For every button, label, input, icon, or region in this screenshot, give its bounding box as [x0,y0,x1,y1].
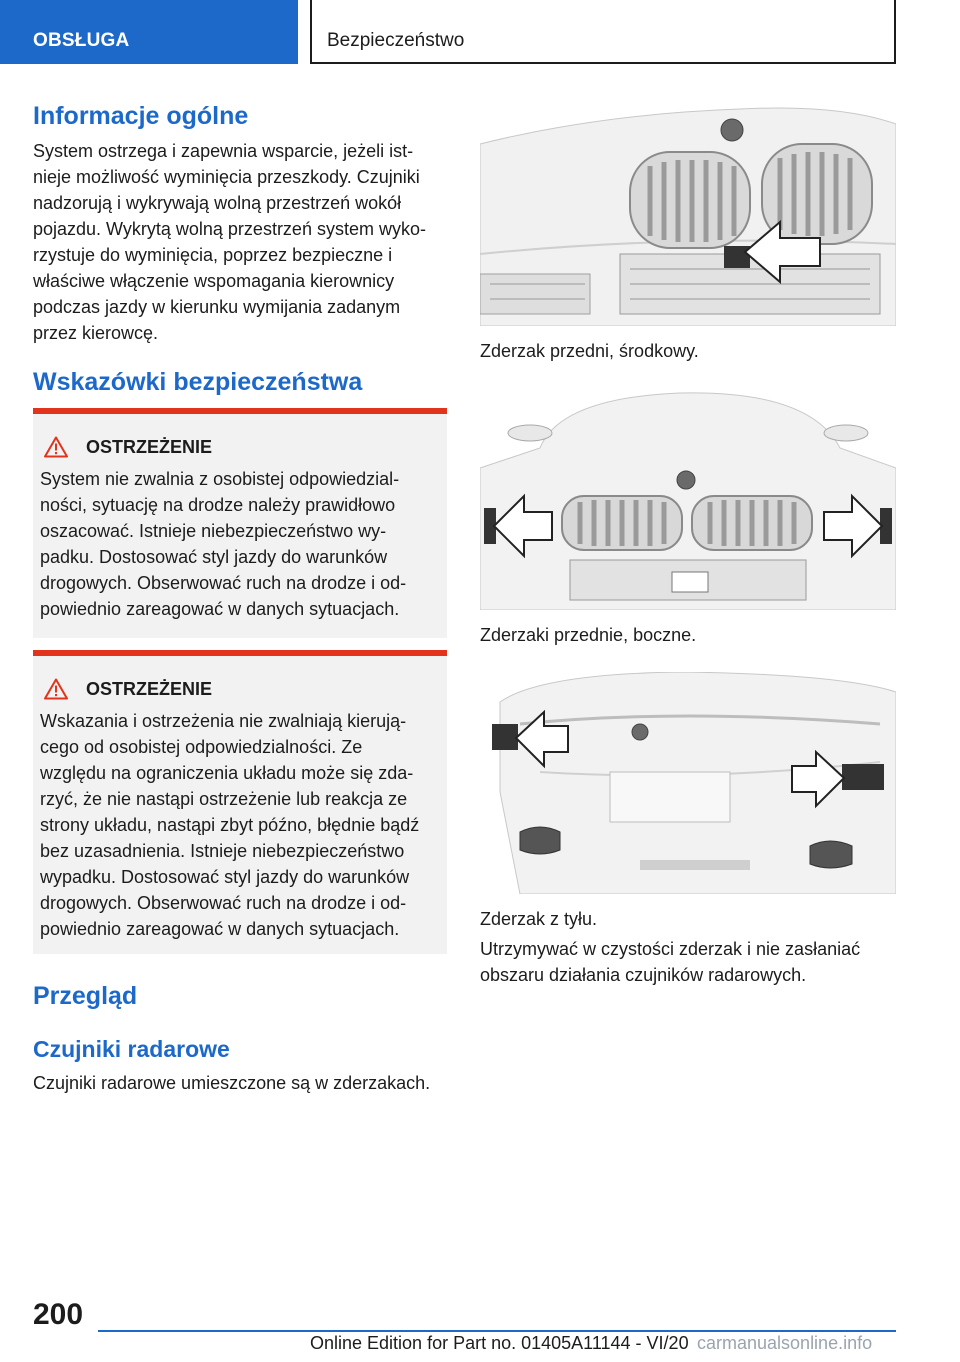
footer-divider [98,1330,896,1332]
warning-icon [44,678,68,700]
front-bumper-side-image [480,388,896,610]
figure-front-side [480,388,896,610]
text-line: bez uzasadnienia. Istnieje niebezpieczeństwo [40,841,405,861]
text-line: przez kierowcę. [33,323,159,343]
figure-front-center [480,104,896,326]
text-line: rzystuje do wyminięcia, poprzez bezpieczne i [33,245,393,265]
figure-rear [480,672,896,894]
rear-bumper-image [480,672,896,894]
page-number: 200 [33,1298,84,1331]
text-line: drogowych. Obserwować ruch na drodze i od- [40,893,407,913]
text-line: właściwe włączenie wspomagania kierownicy [33,271,395,291]
text-line: wypadku. Dostosować styl jazdy do warunków [40,867,410,887]
section-title: OBSŁUGA [33,30,130,51]
text-line: System ostrzega i zapewnia wsparcie, jeżeli ist- [33,141,414,161]
intro-section [33,100,447,346]
chapter-header [310,0,896,64]
radar-sensors-text: Czujniki radarowe umieszczone są w zderzakach. [33,1073,431,1093]
warning-icon [44,436,68,458]
section-tab [0,0,298,64]
text-line: względu na ograniczenia układu może się zda- [40,763,414,783]
text-line: rzyć, że nie nastąpi ostrzeżenie lub reakcja ze [40,789,408,809]
text-line: strony układu, nastąpi zbyt późno, błędnie bądź [40,815,420,835]
text-line: obszaru działania czujników radarowych. [480,965,807,985]
text-line: podczas jazdy w kierunku wymijania zadanym [33,297,401,317]
warning-box [33,408,447,638]
front-bumper-center-image [480,104,896,326]
warning-text [40,466,437,622]
figure-caption: Zderzak przedni, środkowy. [480,341,699,361]
text-line: System nie zwalnia z osobistej odpowiedzial- [40,469,400,489]
footer-edition: Online Edition for Part no. 01405A11144 - VI/20 [310,1333,689,1353]
text-line: nieje możliwość wyminięcia przeszkody. Czujniki [33,167,420,187]
text-line: padku. Dostosować styl jazdy do warunków [40,547,388,567]
text-line: Utrzymywać w czystości zderzak i nie zasłaniać [480,939,861,959]
safety-heading: Wskazówki bezpieczeństwa [33,368,363,396]
figure-caption: Zderzak z tyłu. [480,909,598,929]
watermark: carmanualsonline.info [697,1333,873,1353]
warning-box [33,650,447,954]
warning-title: OSTRZEŻENIE [44,676,437,702]
text-line: Wskazania i ostrzeżenia nie zwalniają kierują- [40,711,407,731]
warning-title: OSTRZEŻENIE [44,434,437,460]
text-line: oszacować. Istnieje niebezpieczeństwo wy- [40,521,387,541]
intro-heading: Informacje ogólne [33,102,249,130]
chapter-title: Bezpieczeństwo [327,30,465,51]
text-line: ności, sytuację na drodze należy prawidłowo [40,495,396,515]
intro-paragraph [33,138,447,346]
text-line: nadzorują i wykrywają wolną przestrzeń wokół [33,193,402,213]
text-line: pojazdu. Wykrytą wolną przestrzeń system wyko- [33,219,426,239]
radar-sensors-heading: Czujniki radarowe [33,1036,230,1062]
overview-heading: Przegląd [33,982,138,1010]
figure-caption: Zderzaki przednie, boczne. [480,625,697,645]
text-line: powiednio zareagować w danych sytuacjach. [40,599,400,619]
text-line: powiednio zareagować w danych sytuacjach. [40,919,400,939]
warning-text [40,708,437,942]
text-line: drogowych. Obserwować ruch na drodze i od- [40,573,407,593]
text-line: cego od osobistej odpowiedzialności. Ze [40,737,363,757]
figure-note [480,936,896,988]
